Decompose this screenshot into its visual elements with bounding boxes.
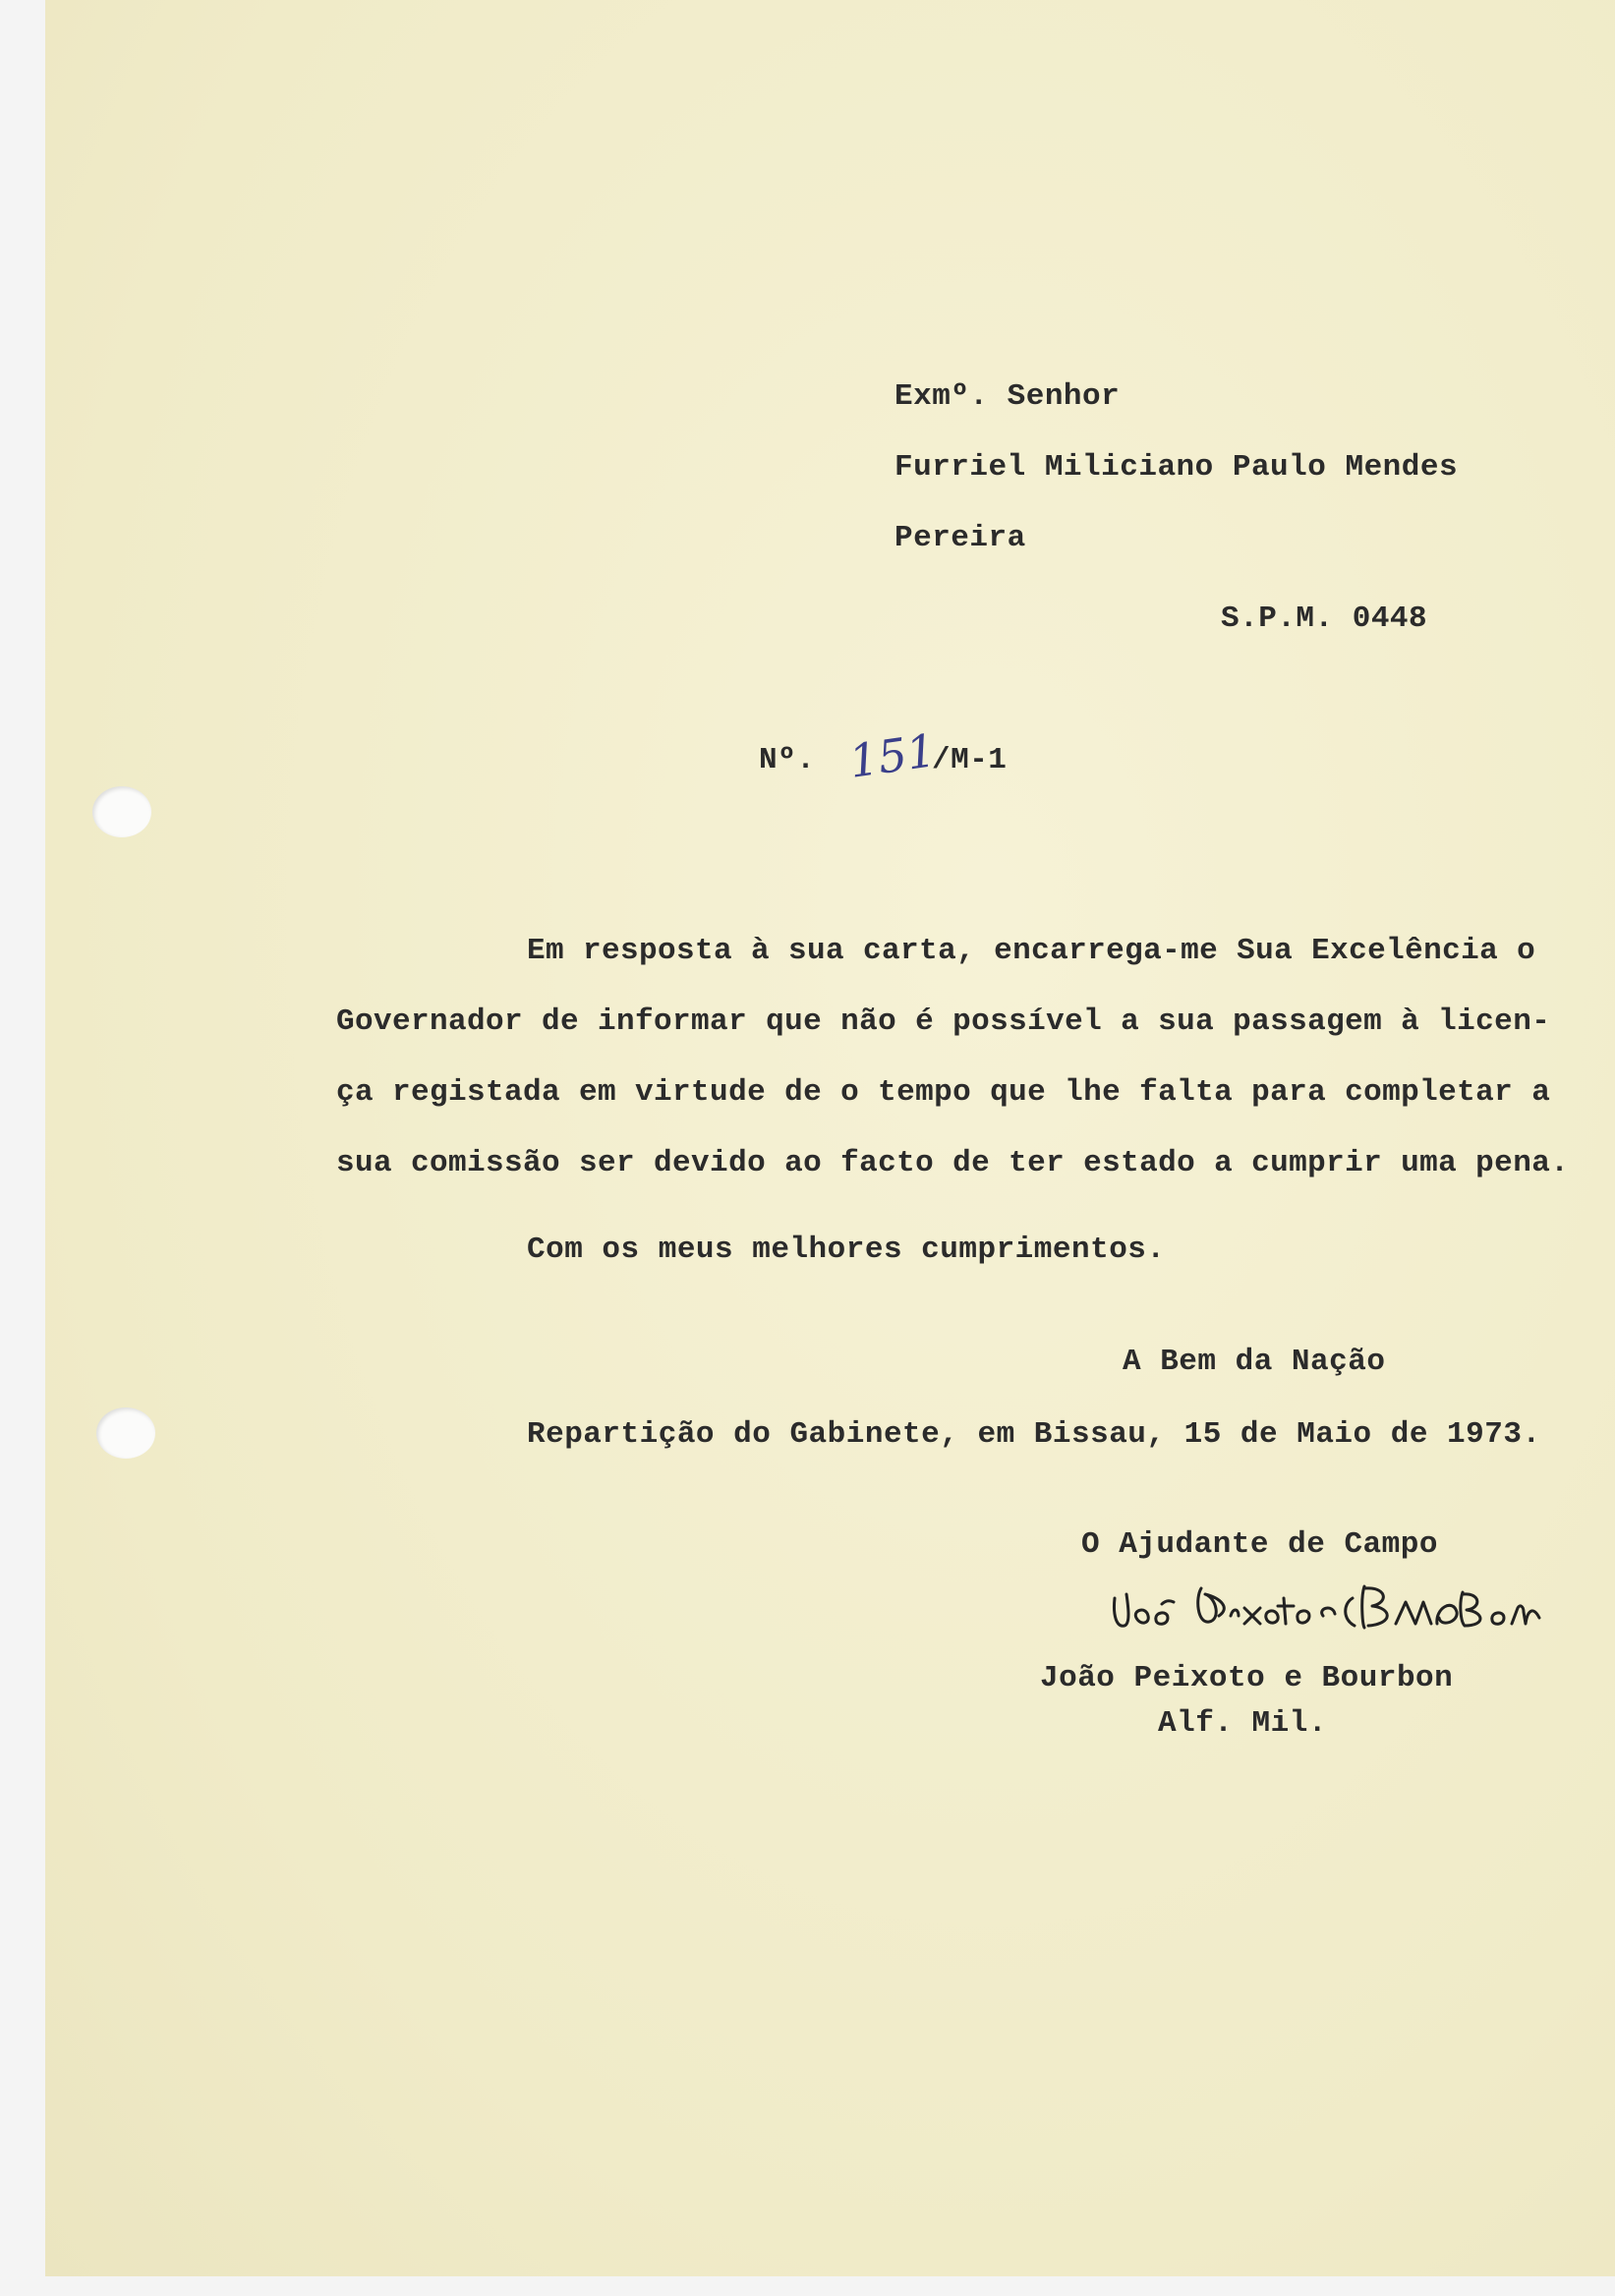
closing: Com os meus melhores cumprimentos. (527, 1233, 1166, 1267)
signer-rank: Alf. Mil. (1158, 1706, 1327, 1741)
body-line-1: Em resposta à sua carta, encarrega-me Sua Excelência o (527, 934, 1536, 968)
reference-prefix: Nº. (759, 743, 816, 777)
body-line-2: Governador de informar que não é possível a sua passagem à licen- (336, 1004, 1551, 1039)
recipient-line-2: Pereira (894, 521, 1026, 555)
salutation: Exmº. Senhor (894, 379, 1121, 414)
motto: A Bem da Nação (1123, 1345, 1386, 1379)
body-line-4: sua comissão ser devido ao facto de ter estado a cumprir uma pena. (336, 1146, 1570, 1180)
postal-code: S.P.M. 0448 (1221, 602, 1428, 636)
handwritten-signature (1107, 1569, 1579, 1647)
punch-hole-top (92, 786, 151, 837)
recipient-line-1: Furriel Miliciano Paulo Mendes (894, 450, 1459, 485)
signer-role: O Ajudante de Campo (1081, 1527, 1438, 1562)
signer-name: João Peixoto e Bourbon (1040, 1661, 1454, 1695)
body-line-3: ça registada em virtude de o tempo que lhe falta para completar a (336, 1075, 1551, 1110)
place-date: Repartição do Gabinete, em Bissau, 15 de Maio de 1973. (527, 1417, 1541, 1452)
reference-handwritten-number: 151 (845, 723, 940, 788)
reference-suffix: /M-1 (932, 743, 1008, 777)
punch-hole-bottom (96, 1407, 155, 1459)
scan-margin-bottom (0, 2276, 1615, 2296)
letter-page (45, 0, 1615, 2276)
scan-margin-left (0, 0, 45, 2296)
